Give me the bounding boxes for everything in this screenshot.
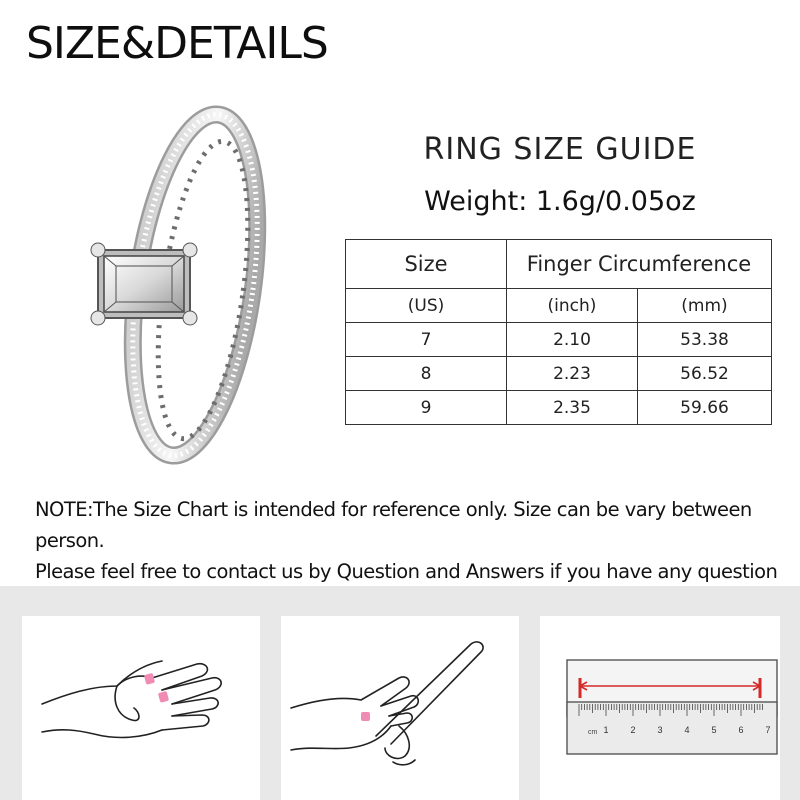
table-row [346,323,772,357]
note-line: NOTE:The Size Chart is intended for reference only. Size can be vary between person. [35,498,752,552]
ruler-tick-label: 6 [738,725,744,735]
cell-size: 9 [346,391,507,425]
col-circumference-header: Finger Circumference [507,240,772,289]
ruler-unit-label: cm [588,729,598,736]
ruler-tick-label: 1 [603,725,609,735]
step-panel-measure-ruler [540,616,780,800]
table-header-row [346,240,772,289]
ring-image [70,100,330,470]
cell-mm: 53.38 [638,323,772,357]
table-row [346,357,772,391]
ruler-tick-label: 2 [630,725,636,735]
size-guide-title: RING SIZE GUIDE [423,132,697,167]
ruler-icon [540,616,780,800]
hand-wrap-finger-icon [281,616,519,800]
cell-inch: 2.23 [507,357,638,391]
cell-mm: 59.66 [638,391,772,425]
cell-size: 7 [346,323,507,357]
step-panel-wrap-finger [281,616,519,800]
cell-mm: 56.52 [638,357,772,391]
unit-inch: (inch) [507,289,638,323]
table-units-row [346,289,772,323]
ruler-tick-label: 7 [765,725,771,735]
ruler-tick-label: 4 [684,725,690,735]
cell-size: 8 [346,357,507,391]
cell-inch: 2.35 [507,391,638,425]
weight-label: Weight: 1.6g/0.05oz [424,186,696,217]
unit-mm: (mm) [638,289,772,323]
hand-marked-finger-icon [22,616,260,800]
col-size-header: Size [346,240,507,289]
cell-inch: 2.10 [507,323,638,357]
page-title: SIZE&DETAILS [26,18,328,69]
step-panel-mark-finger [22,616,260,800]
size-table [345,239,772,425]
unit-size: (US) [346,289,507,323]
ruler-tick-label: 5 [711,725,717,735]
note-line: Please feel free to contact us by Question and Answers if you have any question [35,560,778,583]
table-row [346,391,772,425]
ruler-tick-label: 3 [657,725,663,735]
